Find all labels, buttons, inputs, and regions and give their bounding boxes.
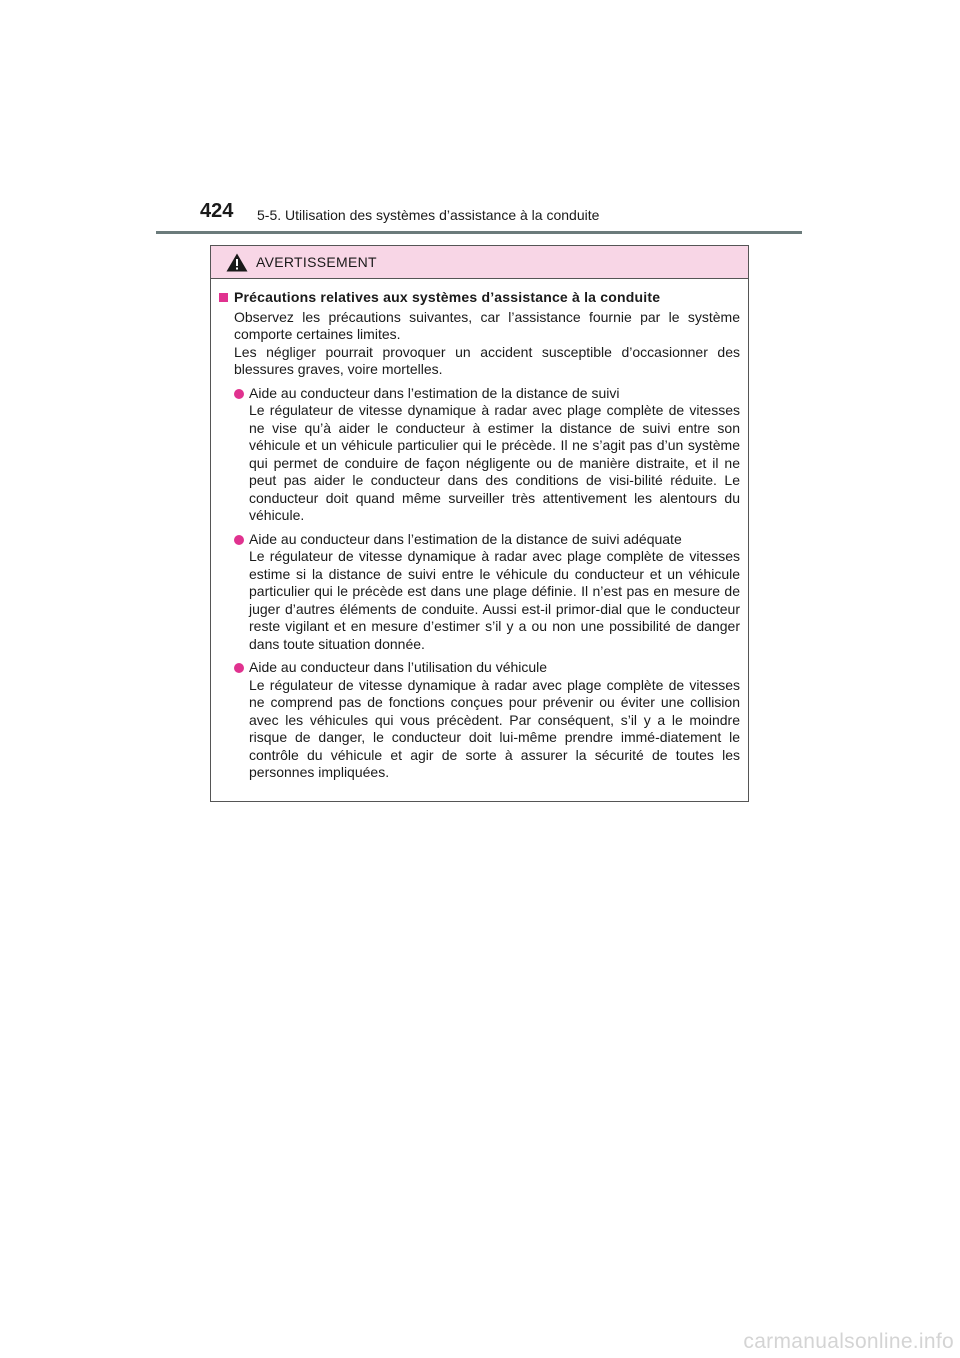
page-number: 424	[200, 200, 234, 222]
list-item-content	[249, 385, 740, 525]
square-bullet-icon	[219, 293, 228, 302]
warning-triangle-icon	[226, 253, 248, 272]
list-item-heading: Aide au conducteur dans l’estimation de la distance de suivi	[249, 384, 620, 401]
intro-paragraph	[234, 309, 740, 379]
intro-line: Les négliger pourrait provoquer un accident susceptible d’occasionner des blessures graves, voire mortelles.	[234, 343, 740, 377]
warning-box	[210, 245, 749, 802]
list-item-text: Le régulateur de vitesse dynamique à radar avec plage complète de vitesses ne comprend pas de fonctions conçues pour prévenir ou éviter une collision avec les véhicules qui vous précèdent. Par conséquent, s’il y a le moindre risque de danger, le conducteur doit lui-même prendre immé-diatement le contrôle du véhicule et agir de sorte à assurer la sécurité de toutes les personnes impliquées.	[249, 676, 740, 780]
header-divider	[156, 231, 802, 234]
intro-line: Observez les précautions suivantes, car l’assistance fournie par le système comporte certaines limites.	[234, 308, 740, 342]
watermark: carmanualsonline.info	[743, 1330, 954, 1353]
topic-title: Précautions relatives aux systèmes d’assistance à la conduite	[234, 289, 661, 305]
list-item-heading: Aide au conducteur dans l’utilisation du véhicule	[249, 659, 548, 675]
page-header	[156, 198, 802, 234]
list-item-content	[249, 531, 740, 654]
warning-body	[211, 279, 748, 782]
warning-label: AVERTISSEMENT	[256, 254, 377, 270]
list-item	[234, 385, 740, 525]
list-item-text: Le régulateur de vitesse dynamique à radar avec plage complète de vitesses ne vise qu’à aider le conducteur à estimer la distance de suivi entre son véhicule et un véhicule particulier qui le précède. Il ne s’agit pas d’un système qui permet de conduire de façon négligente ou de manière distraite, et il ne peut pas aider le conducteur dans des conditions de visi-bilité réduite. Le conducteur doit quand même surveiller très attentivement les alentours du véhicule.	[249, 402, 740, 523]
topic-heading	[219, 289, 740, 307]
round-bullet-icon	[234, 389, 244, 399]
round-bullet-icon	[234, 663, 244, 673]
round-bullet-icon	[234, 535, 244, 545]
list-item	[234, 659, 740, 782]
section-title: 5-5. Utilisation des systèmes d’assistance à la conduite	[257, 207, 600, 223]
list-item-content	[249, 659, 740, 782]
list-item	[234, 531, 740, 654]
list-item-text: Le régulateur de vitesse dynamique à radar avec plage complète de vitesses estime si la distance de suivi entre le véhicule du conducteur et un véhicule particulier qui le précède est dans une plage définie. Il n’est pas en mesure de juger d’autres éléments de conduite. Aussi est-il primor-dial que le conducteur reste vigilant et en mesure d’estimer s’il y a ou non une possibilité de danger dans toute situation donnée.	[249, 548, 740, 652]
list-item-heading: Aide au conducteur dans l’estimation de la distance de suivi adéquate	[249, 530, 682, 547]
warning-header	[211, 246, 748, 279]
